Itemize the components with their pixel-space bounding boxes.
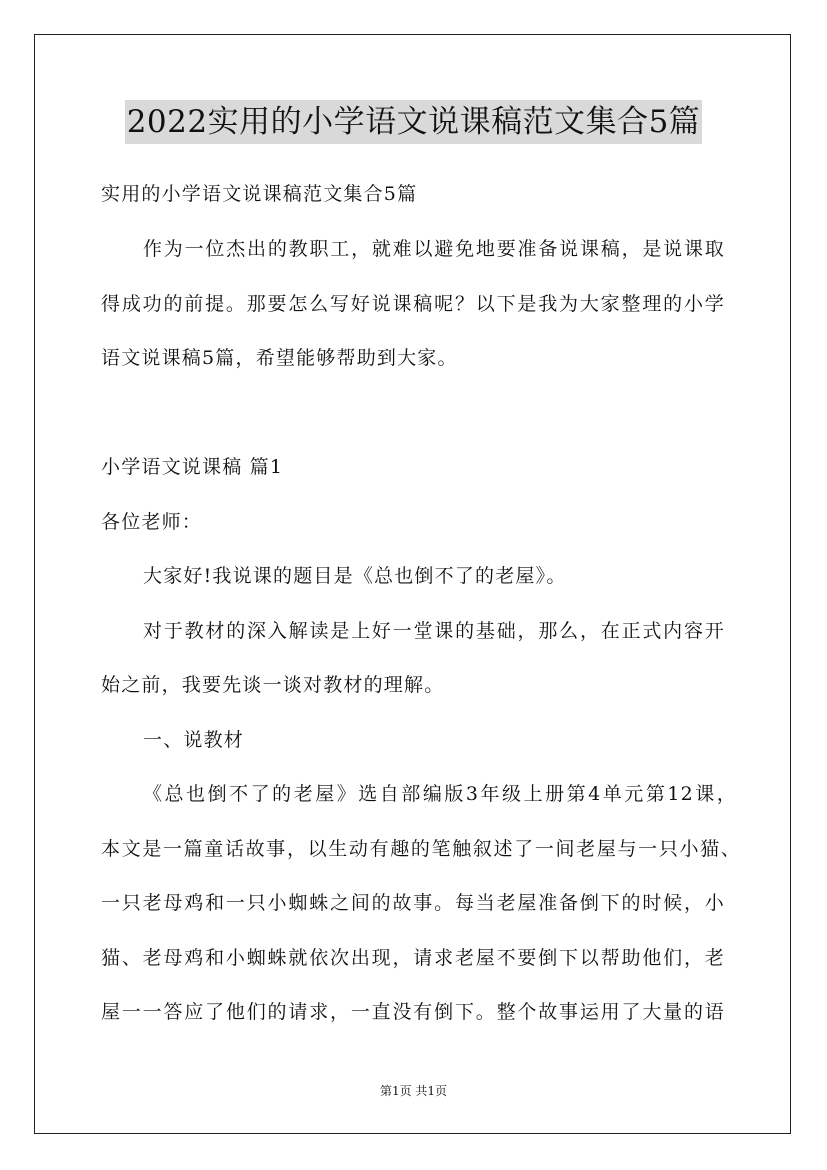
intro-line-3: 语文说课稿5篇，希望能够帮助到大家。 (101, 347, 458, 369)
body-line-1: 《总也倒不了的老屋》选自部编版3年级上册第4单元第12课， (143, 783, 737, 805)
section-heading: 小学语文说课稿 篇1 (101, 456, 284, 478)
intro-line-2: 得成功的前提。那要怎么写好说课稿呢？以下是我为大家整理的小学 (101, 293, 725, 315)
document-title: 2022实用的小学语文说课稿范文集合5篇 (125, 100, 703, 144)
body-line-2: 本文是一篇童话故事，以生动有趣的笔触叙述了一间老屋与一只小猫、 (101, 838, 741, 860)
part-heading: 一、说教材 (143, 729, 245, 751)
greeting: 各位老师： (101, 511, 203, 533)
document-subtitle: 实用的小学语文说课稿范文集合5篇 (101, 183, 418, 205)
body-line-3: 一只老母鸡和一只小蜘蛛之间的故事。每当老屋准备倒下的时候，小 (101, 892, 725, 914)
opening-line: 大家好!我说课的题目是《总也倒不了的老屋》。 (143, 565, 567, 587)
transition-line-1: 对于教材的深入解读是上好一堂课的基础，那么，在正式内容开 (143, 620, 725, 642)
intro-line-1: 作为一位杰出的教职工，就难以避免地要准备说课稿，是说课取 (143, 238, 725, 260)
title-container (0, 100, 827, 144)
body-line-5: 屋一一答应了他们的请求，一直没有倒下。整个故事运用了大量的语 (101, 1001, 725, 1023)
body-line-4: 猫、老母鸡和小蜘蛛就依次出现，请求老屋不要倒下以帮助他们，老 (101, 947, 725, 969)
transition-line-2: 始之前，我要先谈一谈对教材的理解。 (101, 674, 445, 696)
page-footer: 第1页 共1页 (379, 1084, 448, 1098)
